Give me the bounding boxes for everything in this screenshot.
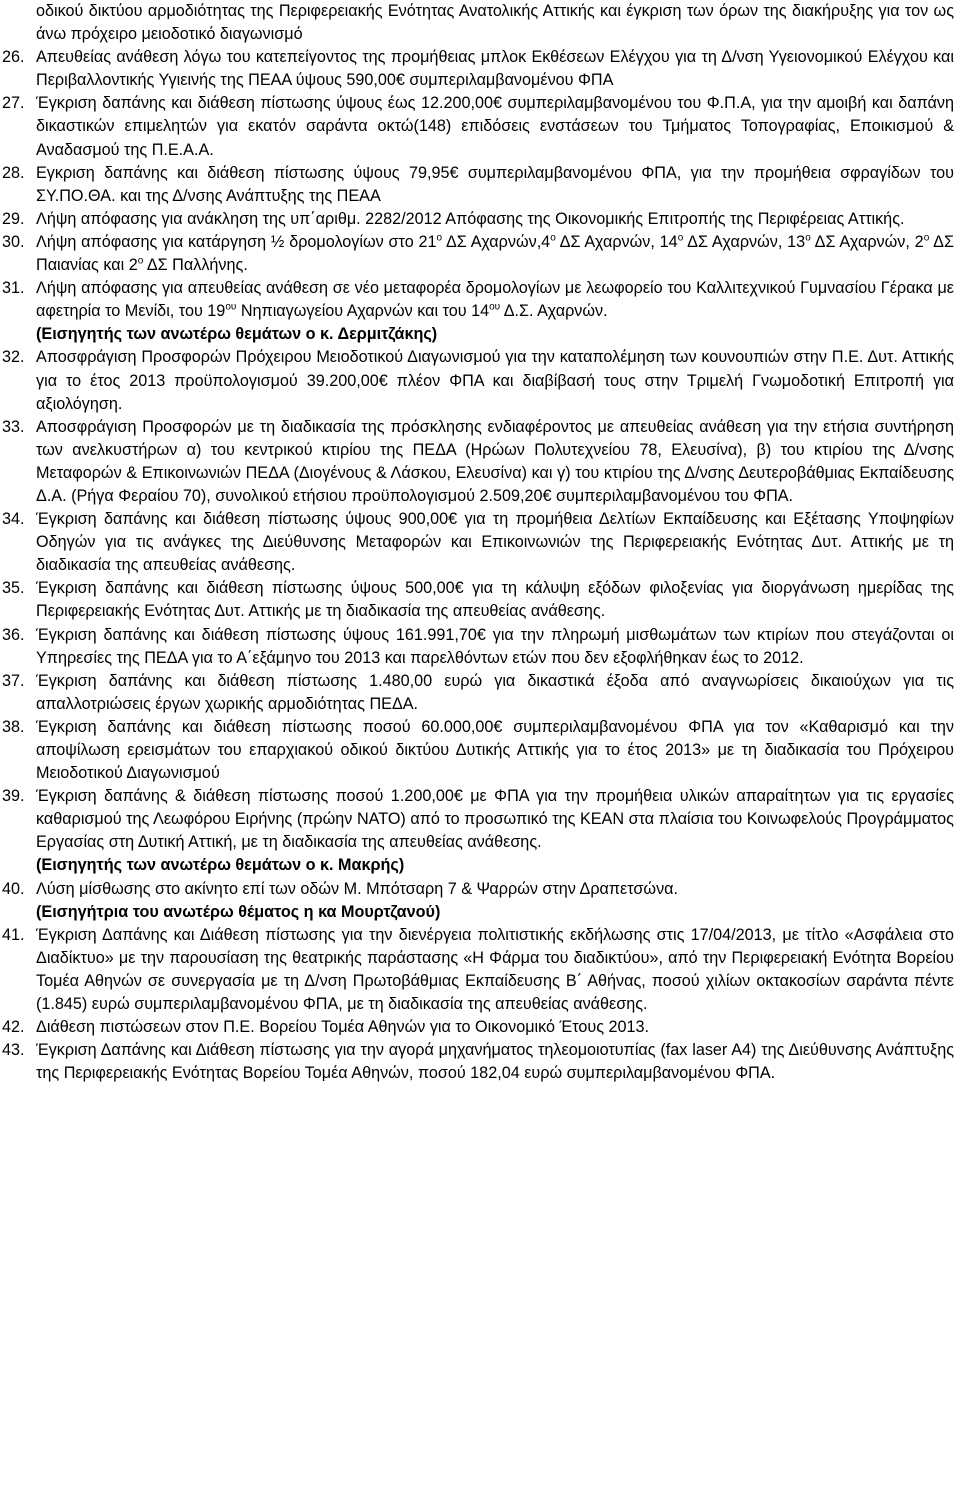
items-group-3 bbox=[0, 924, 960, 1086]
rapporteur-heading-3: (Εισηγήτρια του ανωτέρω θέματος η κα Μουρτζανού) bbox=[36, 902, 441, 921]
agenda-item bbox=[0, 670, 960, 716]
item-number: 37. bbox=[2, 671, 25, 690]
item-text: Έγκριση δαπάνης και διάθεση πίστωσης ύψους 161.991,70€ για την πληρωμή μισθωμάτων των κτιρίων που στεγάζονται οι Υπηρεσίες της ΠΕΔΑ για το Α΄εξάμηνο του 2013 και παρελθόντων ετών που δεν εξοφλήθηκαν έως το 2012. bbox=[36, 625, 954, 667]
item-number: 35. bbox=[2, 579, 25, 598]
item-number: 29. bbox=[2, 209, 25, 228]
agenda-item bbox=[0, 92, 960, 161]
agenda-item bbox=[0, 346, 960, 415]
agenda-item bbox=[0, 785, 960, 854]
item-text: Αποσφράγιση Προσφορών με τη διαδικασία της πρόσκλησης ενδιαφέροντος με απευθείας ανάθεση για την ετήσια συντήρηση των ανελκυστήρων α) του κεντρικού κτιρίου της ΠΕΔΑ (Ηρώων Πολυτεχνείου 78, Ελευσίνα), β) του κτιρίου της Δ/νσης Μεταφορών & Επικοινωνιών ΠΕΔΑ (Διογένους & Λάσκου, Ελευσίνα) και γ) του κτιρίου της Δ/νσης Δευτεροβάθμιας Εκπαίδευσης Δ.Α. (Ρήγα Φεραίου 70), συνολικού ετήσιου προϋπολογισμού 2.509,20€ συμπεριλαμβανομένου του ΦΠΑ. bbox=[36, 417, 954, 505]
agenda-item bbox=[0, 1016, 960, 1039]
agenda-item bbox=[0, 924, 960, 1016]
item-number: 32. bbox=[2, 348, 25, 367]
item-number: 36. bbox=[2, 625, 25, 644]
item-text: Έγκριση δαπάνης και διάθεση πίστωσης ποσού 60.000,00€ συμπεριλαμβανομένου ΦΠΑ για τον «Καθαρισμό και την αποψίλωση ερεισμάτων του επαρχιακού οδικού δικτύου Δυτικής Αττικής για το έτος 2013» με τη διαδικασία του Πρόχειρου Μειοδοτικού Διαγωνισμού bbox=[36, 717, 954, 783]
item-text: Λύση μίσθωσης στο ακίνητο επί των οδών Μ. Μπότσαρη 7 & Ψαρρών στην Δραπετσώνα. bbox=[36, 879, 679, 898]
item-text: Διάθεση πιστώσεων στον Π.Ε. Βορείου Τομέα Αθηνών για το Οικονομικό Έτους 2013. bbox=[36, 1018, 650, 1037]
agenda-item bbox=[0, 508, 960, 577]
agenda-item-30: 30. Λήψη απόφασης για κατάργηση ½ δρομολογίων στο $21^o$ ΔΣ $A\chi\alpha\rho\nu ώ\nu,4^o$ ΔΣ Αχαρνών, $14^o$ ΔΣ Αχαρνών, $13^o$ ΔΣ Αχαρνών, $2^o$ ΔΣ Παιανίας και $2^o$ ΔΣ Παλλήνης. bbox=[2, 232, 954, 275]
item-text: Λήψη απόφασης για ανάκληση της υπ΄αριθμ. 2282/2012 Απόφασης της Οικονομικής Επιτροπής της Περιφέρειας Αττικής. bbox=[36, 209, 905, 228]
item-text: Έγκριση δαπάνης και διάθεση πίστωσης ύψους 900,00€ για τη προμήθεια Δελτίων Εκπαίδευσης και Εξέτασης Υποψηφίων Οδηγών για τις ανάγκες της Διεύθυνσης Μεταφορών και Επικοινωνιών της Περιφερειακής Ενότητας Δυτ. Αττικής με τη διαδικασία της απευθείας ανάθεσης. bbox=[36, 510, 954, 575]
item-text: Έγκριση δαπάνης και διάθεση πίστωσης ύψους 500,00€ για τη κάλυψη εξόδων φιλοξενίας για διοργάνωση ημερίδας της Περιφερειακής Ενότητας Δυτ. Αττικής με τη διαδικασία της απευθείας ανάθεσης. bbox=[36, 579, 954, 621]
agenda-item-31: 31. Λήψη απόφασης για απευθείας ανάθεση σε νέο μεταφορέα δρομολογίων με λεωφορείο του Καλλιτεχνικού Γυμνασίου Γέρακα με αφετηρία το Μενίδι, του $19^{o\upsilon}$ Νηπιαγωγείου Αχαρνών και του $14^{o\upsilon}$ Δ.Σ. Αχαρνών. bbox=[2, 279, 954, 321]
items-group-2 bbox=[0, 346, 960, 854]
item-number: 42. bbox=[2, 1018, 25, 1037]
item-text: Έγκριση δαπάνης και διάθεση πίστωσης 1.480,00 ευρώ για δικαστικά έξοδα από αναγνωρίσεις δικαιούχων για τις απαλλοτριώσεις έργων χωρικής αρμοδιότητας ΠΕΔΑ. bbox=[36, 671, 954, 713]
item-text: Έγκριση δαπάνης & διάθεση πίστωσης ποσού 1.200,00€ με ΦΠΑ για την προμήθεια υλικών απαραίτητων για τις εργασίες καθαρισμού της Λεωφόρου Ειρήνης (πρώην ΝΑΤΟ) από το προσωπικό της ΚΕΑΝ στα πλαίσια του Κοινωφελούς Προγράμματος Εργασίας στη Δυτική Αττική, με τη διαδικασία της απευθείας ανάθεσης. bbox=[36, 787, 954, 852]
agenda-item bbox=[0, 208, 960, 231]
item-text: Έγκριση Δαπάνης και Διάθεση πίστωσης για την αγορά μηχανήματος τηλεομοιοτυπίας (fax laser A4) της Διεύθυνσης Ανάπτυξης της Περιφερειακής Ενότητας Βορείου Τομέα Αθηνών, ποσού 182,04 ευρώ συμπεριλαμβανομένου ΦΠΑ. bbox=[36, 1041, 954, 1083]
item-number: 38. bbox=[2, 717, 25, 736]
agenda-item bbox=[0, 162, 960, 208]
item-number: 28. bbox=[2, 163, 25, 182]
rapporteur-heading-2: (Εισηγητής των ανωτέρω θεμάτων ο κ. Μακρής) bbox=[36, 856, 405, 875]
item-number: 31. bbox=[2, 279, 25, 298]
item-number: 34. bbox=[2, 510, 25, 529]
item-number: 41. bbox=[2, 925, 25, 944]
item-text: Έγκριση Δαπάνης και Διάθεση πίστωσης για την διενέργεια πολιτιστικής εκδήλωσης στις 17/04/2013, με τίτλο «Ασφάλεια στο Διαδίκτυο» με την παρουσίαση της θεατρικής παράστασης «Η Φάρμα του διαδικτύου», από την Περιφερειακή Ενότητα Βορείου Τομέα Αθηνών σε συνεργασία με τη Δ/νση Πρωτοβάθμιας Εκπαίδευσης Β΄ Αθήνας, ποσού χιλίων οκτακοσίων σαράντα πέντε (1.845) ευρώ συμπεριλαμβανομένου ΦΠΑ, με τη διαδικασία της απευθείας ανάθεσης. bbox=[36, 925, 954, 1014]
rapporteur-heading-1: (Εισηγητής των ανωτέρω θεμάτων ο κ. Δερμιτζάκης) bbox=[36, 325, 438, 344]
item-text: Έγκριση δαπάνης και διάθεση πίστωσης ύψους έως 12.200,00€ συμπεριλαμβανομένου του Φ.Π.Α, για την αμοιβή και δαπάνη δικαστικών επιμελητών για εκατόν σαράντα οκτώ(148) επιδόσεις ενστάσεων του Τμήματος Τοπογραφίας, Εποικισμού & Αναδασμού της Π.Ε.Α.Α. bbox=[36, 94, 954, 159]
item-number: 27. bbox=[2, 94, 25, 113]
item-number: 26. bbox=[2, 48, 25, 67]
agenda-item bbox=[0, 577, 960, 623]
agenda-item bbox=[0, 1039, 960, 1085]
item-text: Απευθείας ανάθεση λόγω του κατεπείγοντος της προμήθειας μπλοκ Εκθέσεων Ελέγχου για τη Δ/νση Υγειονομικού Ελέγχου και Περιβαλλοντικής Υγιεινής της ΠΕΑΑ ύψους 590,00€ συμπεριλαμβανομένου ΦΠΑ bbox=[36, 48, 954, 90]
item-number: 43. bbox=[2, 1041, 25, 1060]
agenda-item bbox=[0, 716, 960, 785]
lead-paragraph: οδικού δικτύου αρμοδιότητας της Περιφερειακής Ενότητας Ανατολικής Αττικής και έγκριση των όρων της διακήρυξης για τον ως άνω πρόχειρο μειοδοτικό διαγωνισμό bbox=[36, 2, 954, 44]
agenda-item-40 bbox=[0, 878, 960, 901]
item-number: 39. bbox=[2, 787, 25, 806]
item-text: Αποσφράγιση Προσφορών Πρόχειρου Μειοδοτικού Διαγωνισμού για την καταπολέμηση των κουνουπιών στην Π.Ε. Δυτ. Αττικής για το έτος 2013 προϋπολογισμού 39.200,00€ πλέον ΦΠΑ και διαβίβασή τους στην Τριμελή Γνωμοδοτική Επιτροπή για αξιολόγηση. bbox=[36, 348, 954, 413]
agenda-item bbox=[0, 624, 960, 670]
agenda-item bbox=[0, 416, 960, 508]
item-number: 30. bbox=[2, 232, 25, 251]
item-number: 40. bbox=[2, 879, 25, 898]
item-number: 33. bbox=[2, 417, 25, 436]
item-text: Εγκριση δαπάνης και διάθεση πίστωσης ύψους 79,95€ συμπεριλαμβανομένου ΦΠΑ, για την προμήθεια σφραγίδων του ΣΥ.ΠΟ.ΘΑ. και της Δ/νσης Ανάπτυξης της ΠΕΑΑ bbox=[36, 163, 954, 205]
items-group-1 bbox=[0, 46, 960, 231]
agenda-item bbox=[0, 46, 960, 92]
